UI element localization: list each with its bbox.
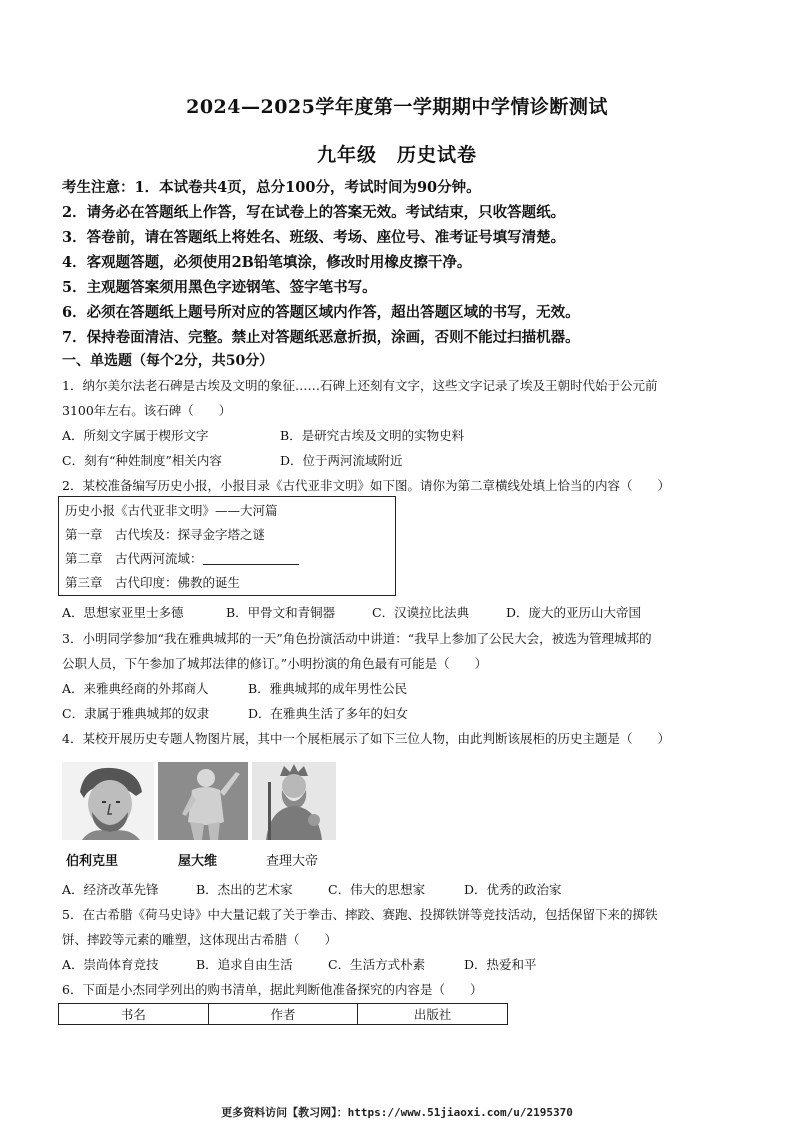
newspaper-contents-box (58, 496, 396, 596)
note-4: 4．客观题答题，必须使用2B铅笔填涂，修改时用橡皮擦干净。 (62, 254, 472, 271)
question-5-option-b: B．追求自由生活 (196, 957, 293, 972)
question-3-stem: 3．小明同学参加“我在雅典城邦的一天”角色扮演活动中讲道：“我早上参加了公民大会，被选为管理城邦的 (62, 631, 652, 646)
question-3-option-d: D．在雅典生活了多年的妇女 (248, 706, 409, 721)
question-3-option-b: B．雅典城邦的成年男性公民 (248, 681, 408, 696)
exam-title: 2024—2025学年度第一学期期中学情诊断测试 (186, 96, 608, 118)
question-4-option-d: D．优秀的政治家 (464, 882, 562, 897)
note-1: 考生注意：1．本试卷共4页，总分100分，考试时间为90分钟。 (62, 179, 481, 196)
question-4-option-b: B．杰出的艺术家 (196, 882, 293, 897)
booklist-table (58, 1003, 508, 1025)
question-2-option-a: A．思想家亚里士多德 (62, 605, 184, 620)
caption-charlemagne: 查理大帝 (266, 854, 319, 869)
question-4-option-a: A．经济改革先锋 (62, 882, 159, 897)
portrait-charlemagne (252, 762, 336, 840)
newspaper-title: 历史小报《古代亚非文明》——大河篇 (65, 503, 278, 518)
question-2-stem: 2．某校准备编写历史小报，小报目录《古代亚非文明》如下图。请你为第二章横线处填上恰当的内容（ ） (62, 478, 670, 493)
question-1-option-d: D．位于两河流域附近 (280, 453, 403, 468)
exam-subtitle: 九年级 历史试卷 (316, 144, 477, 166)
question-3-stem-cont: 公职人员，下午参加了城邦法律的修订。”小明扮演的角色最有可能是（ ） (62, 656, 488, 671)
question-3-option-c: C．隶属于雅典城邦的奴隶 (62, 706, 210, 721)
note-7: 7．保持卷面清洁、完整。禁止对答题纸恶意折损，涂画，否则不能过扫描机器。 (62, 329, 580, 346)
note-3: 3．答卷前，请在答题纸上将姓名、班级、考场、座位号、准考证号填写清楚。 (62, 229, 566, 246)
header-publisher: 出版社 (358, 1004, 508, 1025)
question-5-stem-cont: 饼、摔跤等元素的雕塑，这体现出古希腊（ ） (62, 932, 338, 947)
question-5-option-a: A．崇尚体育竞技 (62, 957, 159, 972)
chapter-3: 第三章 古代印度：佛教的诞生 (65, 575, 241, 590)
question-1-stem: 1．纳尔美尔法老石碑是古埃及文明的象征……石碑上还刻有文字，这些文字记录了埃及王朝时代始于公元前 (62, 378, 658, 393)
chapter-2 (65, 549, 299, 567)
question-5-option-d: D．热爱和平 (464, 957, 537, 972)
note-6: 6．必须在答题纸上题号所对应的答题区域内作答，超出答题区域的书写，无效。 (62, 304, 580, 321)
footer-link[interactable]: 更多资料访问【教习网】：https://www.51jiaoxi.com/u/2195370 (221, 1106, 573, 1119)
portrait-octavian (158, 762, 248, 840)
chapter-2-label: 第二章 古代两河流域： (65, 551, 203, 566)
question-5-stem: 5．在古希腊《荷马史诗》中大量记载了关于拳击、摔跤、赛跑、投掷铁饼等竞技活动，包括保留下来的掷铁 (62, 907, 658, 922)
question-1-option-a: A．所刻文字属于楔形文字 (62, 428, 209, 443)
chapter-1: 第一章 古代埃及：探寻金字塔之谜 (65, 527, 266, 542)
note-5: 5．主观题答案须用黑色字迹钢笔、签字笔书写。 (62, 279, 377, 296)
question-4-stem: 4．某校开展历史专题人物图片展，其中一个展柜展示了如下三位人物，由此判断该展柜的历史主题是（ ） (62, 731, 670, 746)
caption-octavian: 屋大维 (178, 854, 218, 869)
question-2-option-c: C．汉谟拉比法典 (372, 605, 470, 620)
question-2-option-b: B．甲骨文和青铜器 (226, 605, 336, 620)
caption-pericles: 伯利克里 (66, 854, 119, 869)
question-5-option-c: C．生活方式朴素 (328, 957, 426, 972)
header-author: 作者 (208, 1004, 358, 1025)
question-1-option-c: C．刻有“种姓制度”相关内容 (62, 453, 222, 468)
question-1-option-b: B．是研究古埃及文明的实物史料 (280, 428, 465, 443)
section-heading-single-choice: 一、单选题（每个2分，共50分） (62, 353, 274, 369)
question-6-stem: 6．下面是小杰同学列出的购书清单，据此判断他准备探究的内容是（ ） (62, 982, 483, 997)
header-book-title: 书名 (59, 1004, 209, 1025)
table-row (59, 1004, 508, 1025)
question-4-option-c: C．伟大的思想家 (328, 882, 426, 897)
chapter-2-blank (203, 551, 299, 565)
question-1-stem-cont: 3100年左右。该石碑（ ） (62, 403, 232, 418)
portrait-pericles (62, 762, 154, 840)
question-3-option-a: A．来雅典经商的外邦商人 (62, 681, 209, 696)
question-2-option-d: D．庞大的亚历山大帝国 (506, 605, 642, 620)
note-2: 2．请务必在答题纸上作答，写在试卷上的答案无效。考试结束，只收答题纸。 (62, 204, 566, 221)
